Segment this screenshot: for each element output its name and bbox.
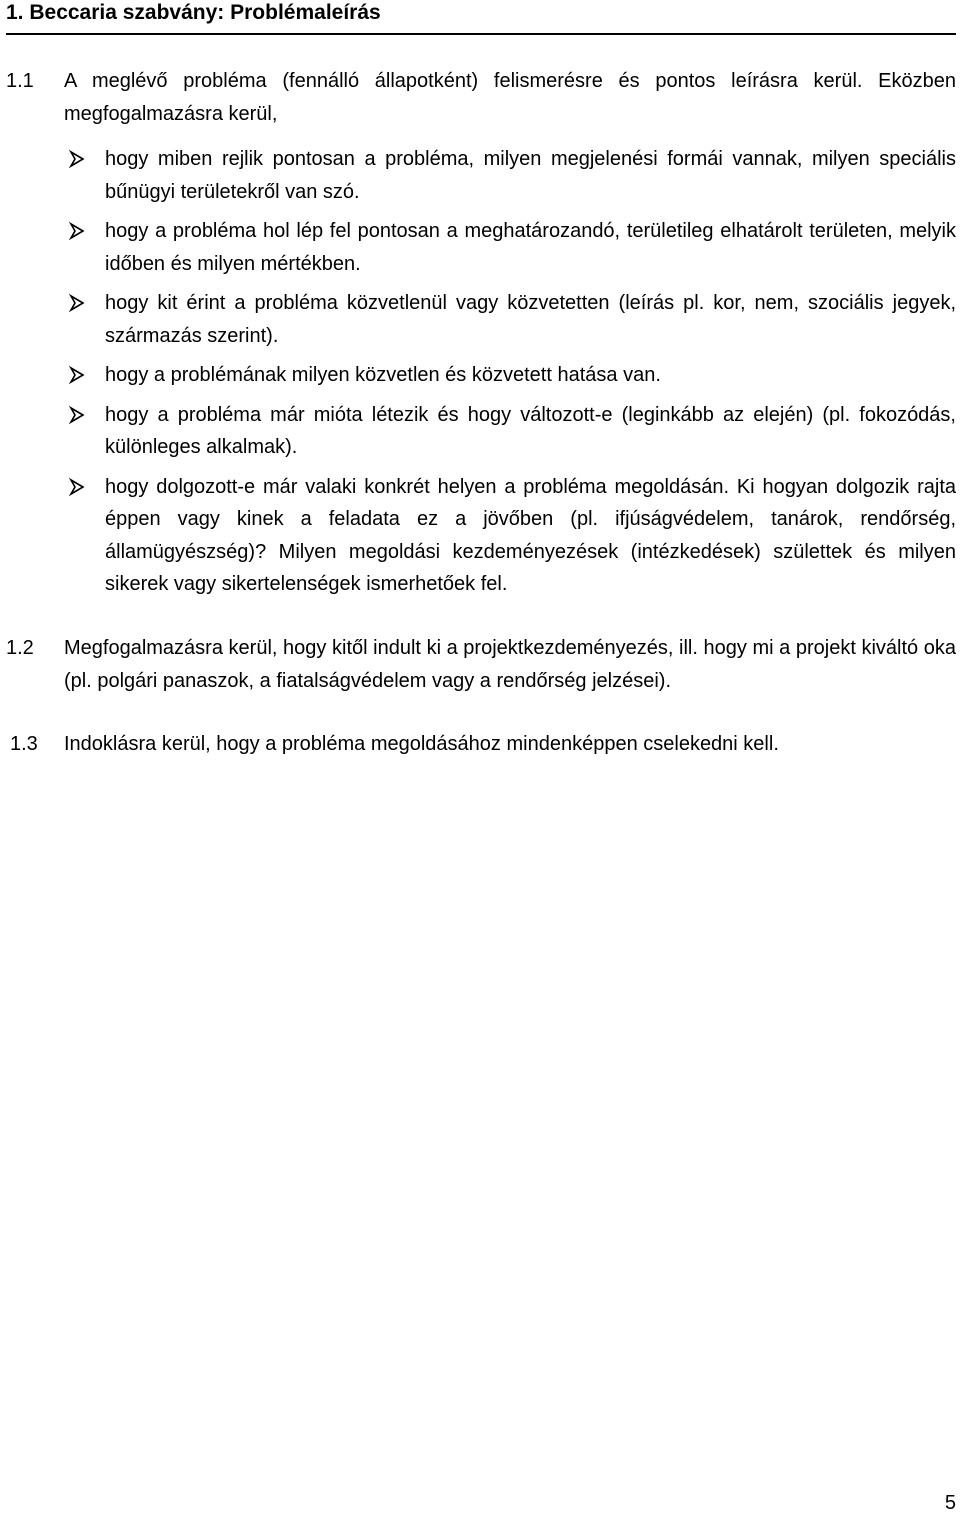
section-text: Megfogalmazásra kerül, hogy kitől indult ki a projektkezdeményezés, ill. hogy mi a projekt kiváltó oka (pl. polgári panaszok, a fiatalságvédelem vagy a rendőrség jelzései). [64,637,956,692]
list-item [0,215,956,280]
title-underline [6,33,956,35]
section-number: 1.2 [6,637,34,659]
section-number: 1.3 [10,733,38,755]
arrowhead-bullet-icon [67,287,89,319]
section-number: 1.1 [6,70,34,92]
section-text: A meglévő probléma (fennálló állapotként) felismerésre és pontos leírásra kerül. Eközben megfogalmazásra kerül, [64,70,956,125]
page-title: 1. Beccaria szabvány: Problémaleírás [6,1,381,24]
arrowhead-bullet-icon [67,399,89,431]
arrowhead-bullet-icon [67,215,89,247]
section-text: Indoklásra kerül, hogy a probléma megoldásához mindenképpen cselekedni kell. [64,733,779,755]
section-1-1 [6,65,956,130]
list-item [0,359,956,392]
list-item [0,471,956,601]
bullet-text: hogy a probléma már mióta létezik és hogy változott-e (leginkább az elején) (pl. fokozódás, különleges alkalmak). [105,403,956,458]
section-1-2 [6,632,956,697]
section-1-3 [6,728,956,761]
bullet-text: hogy dolgozott-e már valaki konkrét helyen a probléma megoldásán. Ki hogyan dolgozik rajta éppen vagy kinek a feladata ez a jövőben (pl. ifjúságvédelem, tanárok, rendőrség, államügyészség)? Milyen megoldási kezdeményezések (intézkedések) születtek és milyen sikerek vagy sikertelenségek ismerhetőek fel. [105,475,956,595]
bullet-text: hogy kit érint a probléma közvetlenül vagy közvetetten (leírás pl. kor, nem, szociális jegyek, származás szerint). [105,292,956,347]
bullet-list [0,143,956,601]
list-item [0,287,956,352]
list-item [0,143,956,208]
arrowhead-bullet-icon [67,359,89,391]
page-number: 5 [944,1492,956,1514]
bullet-text: hogy a probléma hol lép fel pontosan a meghatározandó, területileg elhatárolt területen, melyik időben és milyen mértékben. [105,220,956,275]
arrowhead-bullet-icon [67,471,89,503]
arrowhead-bullet-icon [67,143,89,175]
list-item [0,399,956,464]
bullet-text: hogy a problémának milyen közvetlen és közvetett hatása van. [105,364,661,386]
bullet-text: hogy miben rejlik pontosan a probléma, milyen megjelenési formái vannak, milyen speciális bűnügyi területekről van szó. [105,148,956,203]
